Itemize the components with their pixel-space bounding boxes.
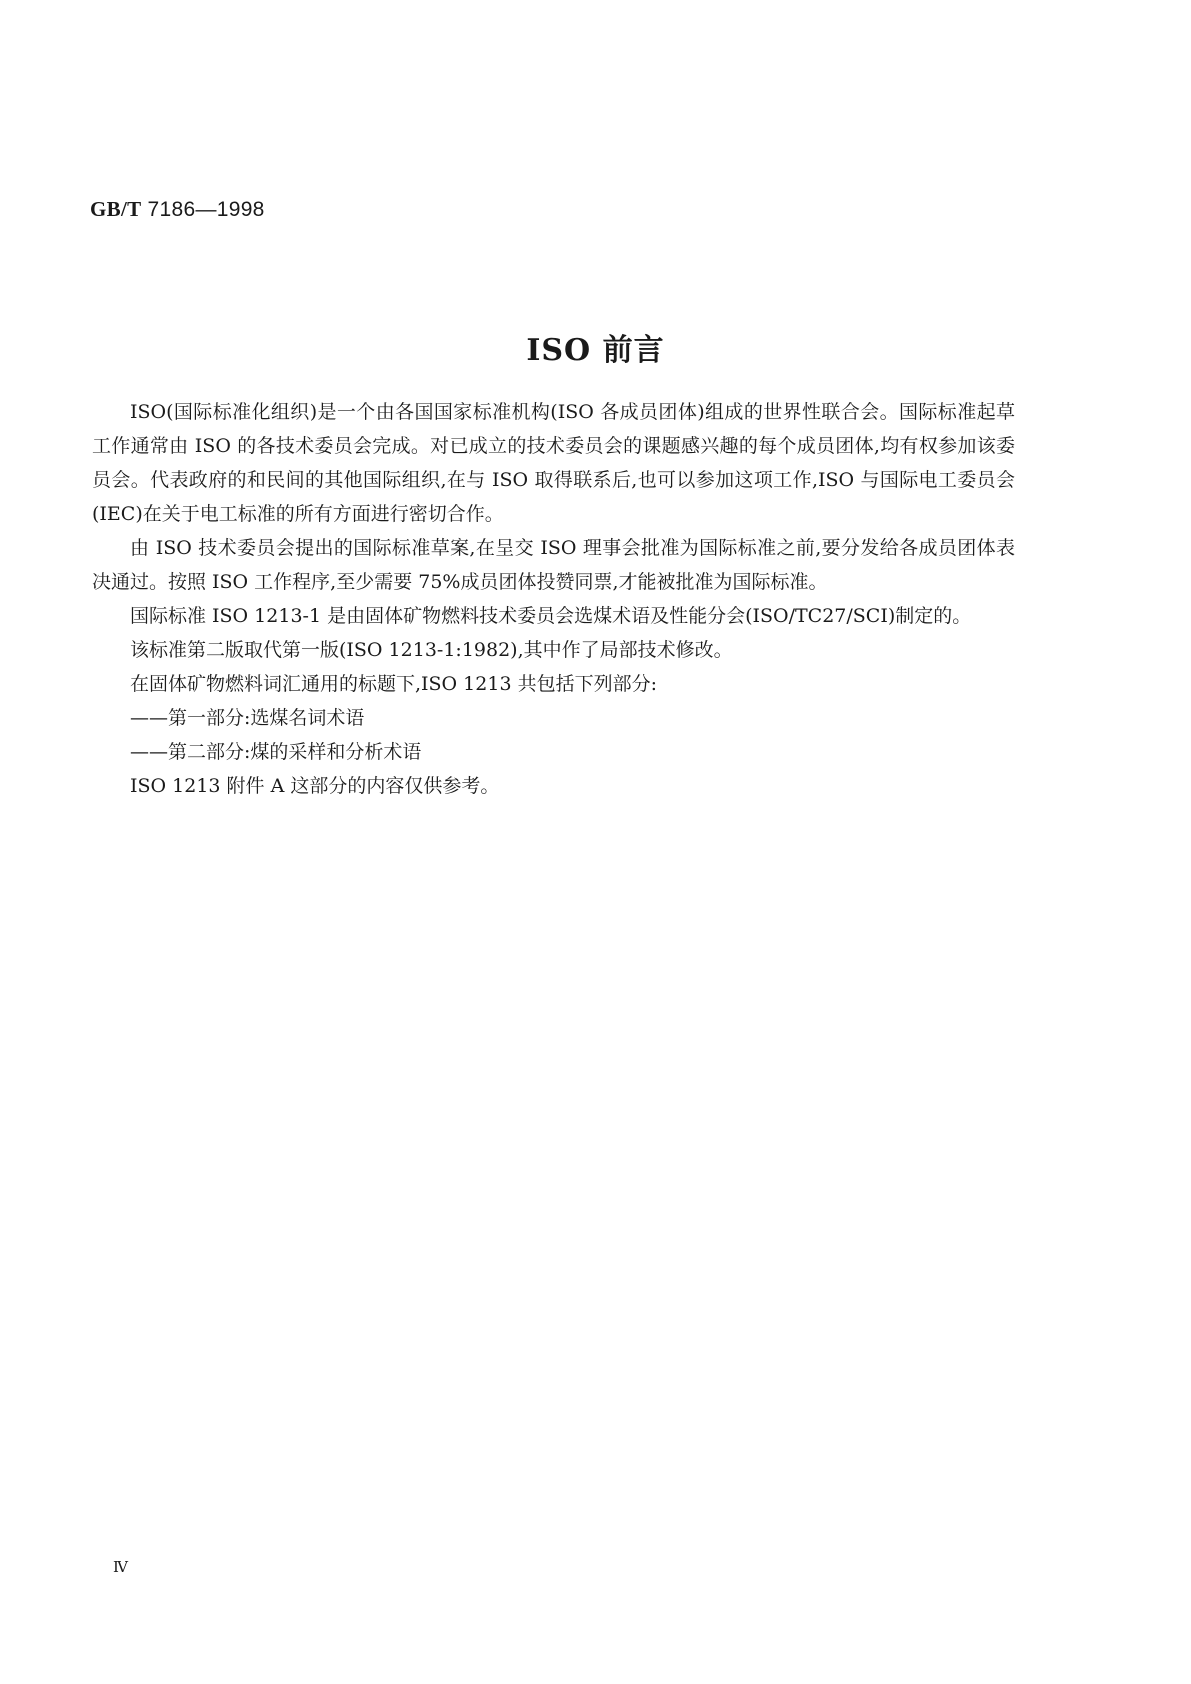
- foreword-body: [92, 395, 1015, 803]
- paragraph-annex-note: ISO 1213 附件 A 这部分的内容仅供参考。: [130, 775, 500, 797]
- page-number: Ⅳ: [113, 1560, 128, 1576]
- page-title: ISO 前言: [526, 333, 665, 368]
- paragraph-draft-approval: 由 ISO 技术委员会提出的国际标准草案,在呈交 ISO 理事会批准为国际标准之前,要分发给各成员团体表决通过。按照 ISO 工作程序,至少需要 75%成员团体投赞同票,才能被批准为国际标准。: [92, 537, 1015, 593]
- standard-number: 7186—1998: [141, 198, 265, 221]
- paragraph-parts-intro: 在固体矿物燃料词汇通用的标题下,ISO 1213 共包括下列部分:: [130, 673, 657, 695]
- paragraph-iso-intro: ISO(国际标准化组织)是一个由各国国家标准机构(ISO 各成员团体)组成的世界性联合会。国际标准起草工作通常由 ISO 的各技术委员会完成。对已成立的技术委员会的课题感兴趣的每个成员团体,均有权参加该委员会。代表政府的和民间的其他国际组织,在与 ISO 取得联系后,也可以参加这项工作,ISO 与国际电工委员会(IEC)在关于电工标准的所有方面进行密切合作。: [92, 401, 1015, 525]
- list-item-part-two: ——第二部分:煤的采样和分析术语: [130, 741, 422, 763]
- standard-code: [90, 197, 265, 222]
- standard-prefix: GB/T: [90, 197, 142, 221]
- paragraph-second-edition: 该标准第二版取代第一版(ISO 1213-1:1982),其中作了局部技术修改。: [130, 639, 733, 661]
- paragraph-iso-1213-origin: 国际标准 ISO 1213-1 是由固体矿物燃料技术委员会选煤术语及性能分会(ISO/TC27/SCI)制定的。: [130, 605, 972, 627]
- list-item-part-one: ——第一部分:选煤名词术语: [130, 707, 365, 729]
